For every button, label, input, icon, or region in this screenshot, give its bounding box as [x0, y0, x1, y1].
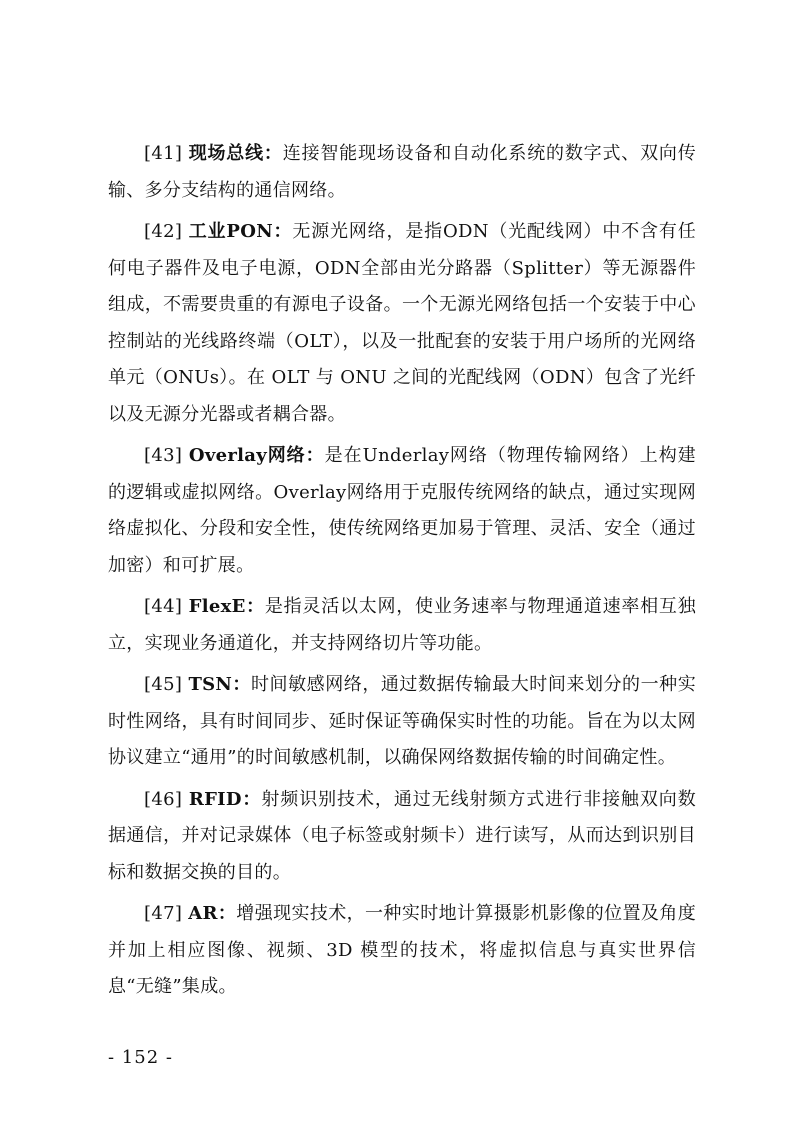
entry-term: AR：: [188, 903, 237, 924]
entry-definition: 增强现实技术，一种实时地计算摄影机影像的位置及角度并加上相应图像、视频、3D 模型的技术，将虚拟信息与真实世界信息“无缝”集成。: [108, 903, 697, 997]
entry-term: FlexE：: [188, 596, 265, 617]
entry-definition: 射频识别技术，通过无线射频方式进行非接触双向数据通信，并对记录媒体（电子标签或射频卡）进行读写，从而达到识别目标和数据交换的目的。: [108, 788, 696, 883]
entry-number: [46]: [144, 788, 183, 810]
entry-number: [41]: [144, 143, 183, 164]
entry-term: 工业PON：: [188, 221, 293, 242]
entry-definition: 时间敏感网络，通过数据传输最大时间来划分的一种实时性网络，具有时间同步、延时保证等确保实时性的功能。旨在为以太网协议建立“通用”的时间敏感机制，以确保网络数据传输的时间确定性。: [108, 674, 697, 768]
glossary-entry-45: [108, 667, 696, 777]
entry-number: [42]: [144, 221, 183, 242]
entry-number: [47]: [144, 903, 183, 924]
entry-definition: 连接智能现场设备和自动化系统的数字式、双向传输、多分支结构的通信网络。: [108, 143, 696, 201]
glossary-entry-46: [108, 782, 696, 892]
entry-definition: 无源光网络，是指ODN（光配线网）中不含有任何电子器件及电子电源，ODN全部由光分路器（Splitter）等无源器件组成，不需要贵重的有源电子设备。一个无源光网络包括一个安装于中心控制站的光线路终端（OLT），以及一批配套的安装于用户场所的光网络单元（ONUs）。在 OLT 与 ONU 之间的光配线网（ODN）包含了光纤以及无源分光器或者耦合器。: [108, 221, 696, 425]
entry-term: RFID：: [188, 788, 262, 810]
glossary-entry-41: [108, 136, 696, 209]
entry-definition: 是在Underlay网络（物理传输网络）上构建的逻辑或虚拟网络。Overlay网络用于克服传统网络的缺点，通过实现网络虚拟化、分段和安全性，使传统网络更加易于管理、灵活、安全（通过加密）和可扩展。: [108, 445, 696, 576]
glossary-entry-42: [108, 214, 696, 433]
glossary-entry-47: [108, 896, 696, 1006]
entry-term: Overlay网络：: [188, 445, 325, 466]
glossary-entry-44: [108, 589, 696, 662]
entry-number: [45]: [144, 674, 183, 695]
entry-number: [43]: [144, 445, 183, 466]
glossary-entry-43: [108, 438, 696, 584]
glossary-body: [108, 136, 696, 1011]
entry-term: 现场总线：: [188, 143, 283, 164]
entry-definition: 是指灵活以太网，使业务速率与物理通道速率相互独立，实现业务通道化，并支持网络切片等功能。: [108, 596, 696, 654]
entry-term: TSN：: [188, 674, 251, 695]
entry-number: [44]: [144, 596, 183, 617]
page-number: - 152 -: [108, 1047, 173, 1068]
